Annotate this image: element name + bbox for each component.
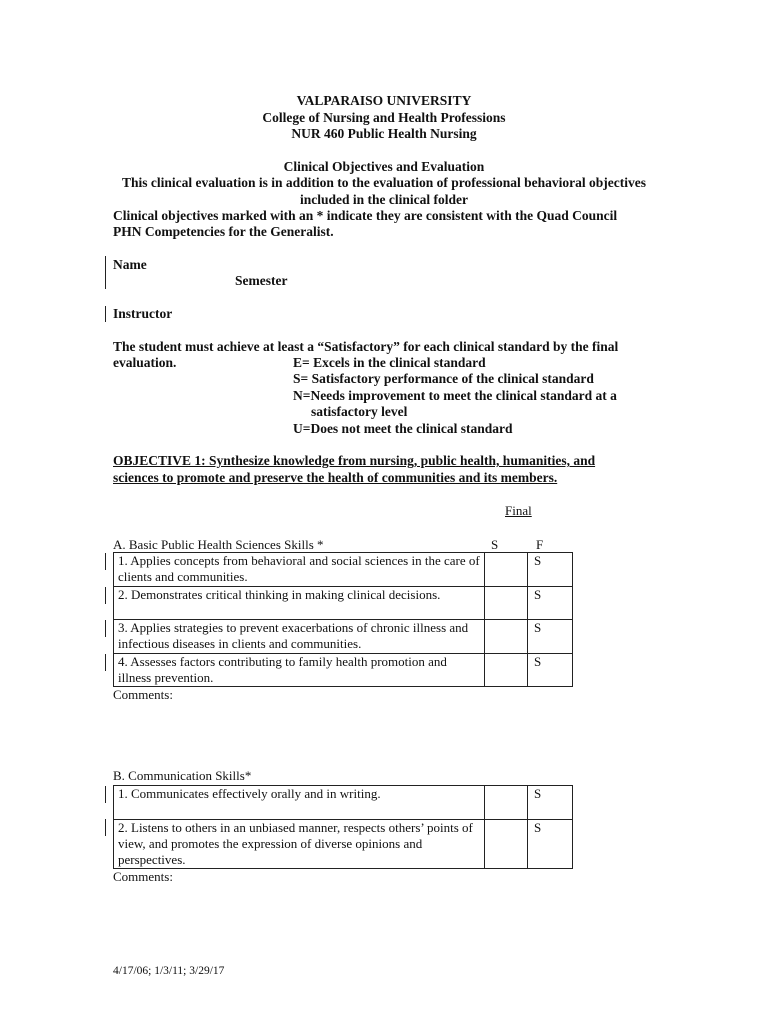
table-row	[114, 587, 573, 620]
semester-label: Semester	[235, 273, 288, 288]
s-column-header: S	[491, 537, 499, 552]
revision-dates: 4/17/06; 1/3/11; 3/29/17	[113, 965, 225, 977]
change-bar	[105, 306, 106, 322]
final-rating-cell: S	[528, 820, 573, 869]
scale-excels: E= Excels in the clinical standard	[293, 355, 486, 370]
change-bar	[105, 620, 106, 637]
criterion-text: 3. Applies strategies to prevent exacerbations of chronic illness and infectious diseases in clients and communities.	[114, 620, 485, 654]
section-b-comments-label: Comments:	[113, 869, 173, 884]
change-bar	[105, 587, 106, 604]
name-label: Name	[113, 257, 147, 272]
f-column-header: F	[536, 537, 544, 552]
final-rating-cell: S	[528, 587, 573, 620]
final-column-header: Final	[505, 503, 532, 518]
change-bar	[105, 256, 106, 289]
quad-council-note-line2: PHN Competencies for the Generalist.	[113, 224, 334, 239]
change-bar	[105, 553, 106, 570]
midterm-rating-cell	[485, 587, 528, 620]
final-rating-cell: S	[528, 786, 573, 820]
grading-intro-line2: evaluation.	[113, 355, 177, 370]
scale-needs-improvement-cont: satisfactory level	[311, 404, 408, 419]
scale-satisfactory: S= Satisfactory performance of the clinical standard	[293, 371, 594, 386]
objective-1-line2: sciences to promote and preserve the health of communities and its members.	[113, 470, 558, 485]
midterm-rating-cell	[485, 620, 528, 654]
section-b-table	[113, 785, 573, 869]
section-b-title: B. Communication Skills*	[113, 768, 252, 783]
table-row	[114, 820, 573, 869]
criterion-text: 1. Applies concepts from behavioral and social sciences in the care of clients and communities.	[114, 553, 485, 587]
instructor-label: Instructor	[113, 306, 173, 321]
criterion-text: 1. Communicates effectively orally and in writing.	[114, 786, 485, 820]
section-a-comments-label: Comments:	[113, 687, 173, 702]
criterion-text: 2. Listens to others in an unbiased manner, respects others’ points of view, and promotes the expression of diverse opinions and perspectives.	[114, 820, 485, 869]
change-bar	[105, 654, 106, 671]
change-bar	[105, 786, 106, 803]
midterm-rating-cell	[485, 786, 528, 820]
quad-council-note-line1: Clinical objectives marked with an * indicate they are consistent with the Quad Council	[113, 208, 618, 223]
section-a-table	[113, 552, 573, 687]
criterion-text: 2. Demonstrates critical thinking in making clinical decisions.	[114, 587, 485, 620]
final-rating-cell: S	[528, 654, 573, 687]
evaluation-note-line1: This clinical evaluation is in addition to the evaluation of professional behavioral objectives	[121, 175, 647, 190]
table-row	[114, 654, 573, 687]
table-row	[114, 786, 573, 820]
midterm-rating-cell	[485, 553, 528, 587]
criterion-text: 4. Assesses factors contributing to family health promotion and illness prevention.	[114, 654, 485, 687]
grading-intro-line1: The student must achieve at least a “Satisfactory” for each clinical standard by the final	[113, 339, 619, 354]
final-rating-cell: S	[528, 553, 573, 587]
college-name: College of Nursing and Health Professions	[262, 110, 506, 125]
midterm-rating-cell	[485, 820, 528, 869]
objective-1-line1: OBJECTIVE 1: Synthesize knowledge from nursing, public health, humanities, and	[113, 453, 596, 468]
midterm-rating-cell	[485, 654, 528, 687]
scale-needs-improvement: N=Needs improvement to meet the clinical standard at a	[293, 388, 617, 403]
change-bar	[105, 819, 106, 836]
course-title: NUR 460 Public Health Nursing	[291, 126, 477, 141]
final-rating-cell: S	[528, 620, 573, 654]
scale-does-not-meet: U=Does not meet the clinical standard	[293, 421, 513, 436]
university-name: VALPARAISO UNIVERSITY	[296, 93, 472, 108]
evaluation-note-line2: included in the clinical folder	[299, 192, 468, 207]
section-a-title: A. Basic Public Health Sciences Skills *	[113, 537, 324, 552]
table-row	[114, 620, 573, 654]
document-title: Clinical Objectives and Evaluation	[283, 159, 485, 174]
table-row	[114, 553, 573, 587]
